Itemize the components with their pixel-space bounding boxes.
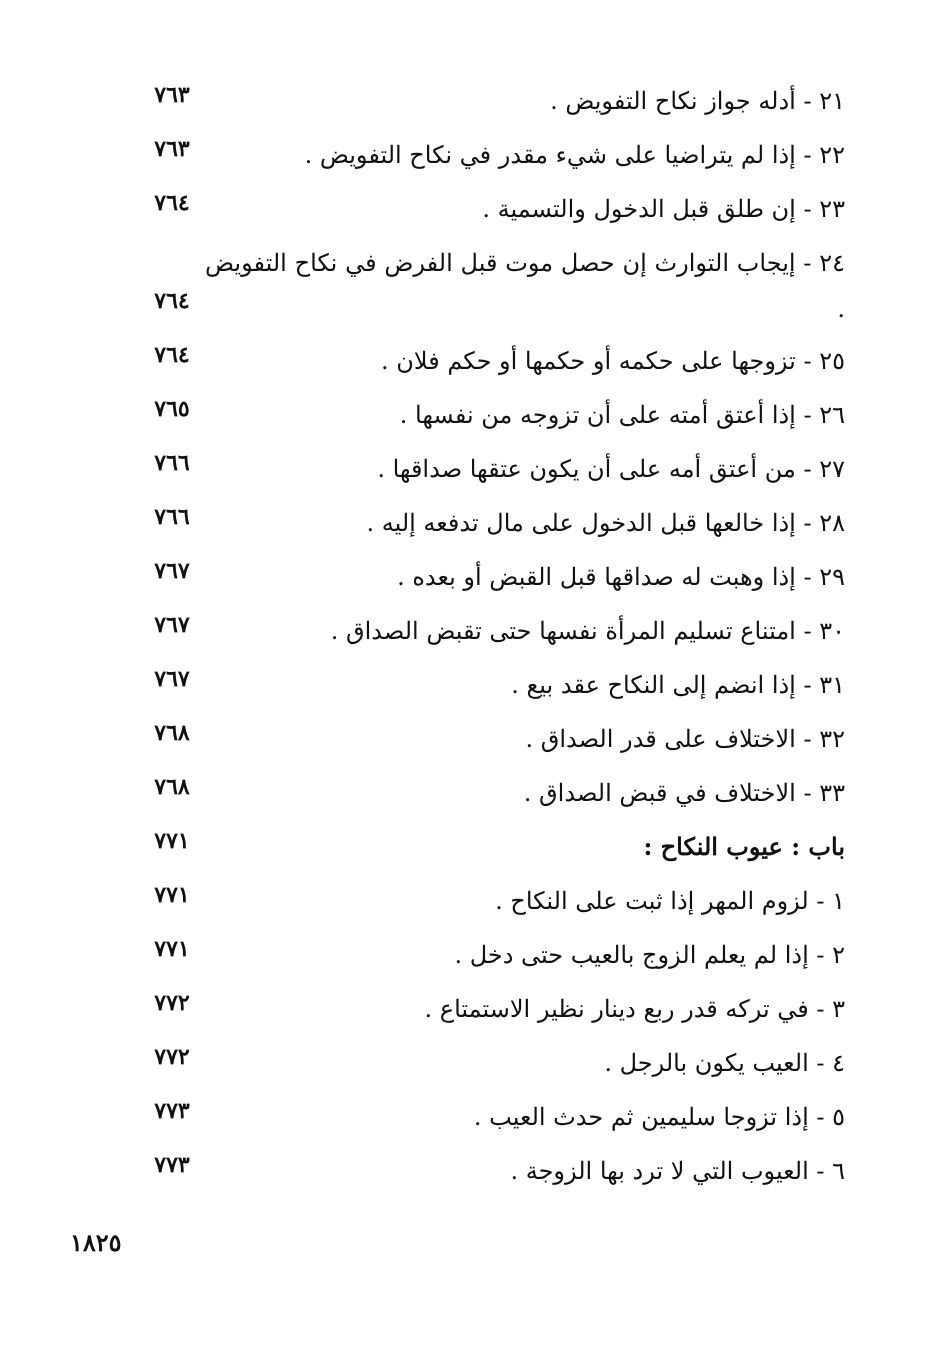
entry-page-number: ٧٦٦ xyxy=(154,504,190,530)
entry-page-number: ٧٧٣ xyxy=(154,1098,190,1124)
entry-title: ٣٢ - الاختلاف على قدر الصداق . xyxy=(525,725,845,753)
entry-title: ٦ - العيوب التي لا ترد بها الزوجة . xyxy=(510,1157,845,1185)
entry-page-number: ٧٦٦ xyxy=(154,450,190,476)
entry-page-number: ٧٦٧ xyxy=(154,612,190,638)
entry-page-number: ٧٦٧ xyxy=(154,666,190,692)
folio-page-number: ١٨٢٥ xyxy=(70,1228,122,1257)
entry-page-number: ٧٧٢ xyxy=(154,990,190,1016)
entry-title: ٥ - إذا تزوجا سليمين ثم حدث العيب . xyxy=(473,1103,845,1131)
entry-title: ٢ - إذا لم يعلم الزوج بالعيب حتى دخل . xyxy=(454,941,845,969)
entry-title: ٢٥ - تزوجها على حكمه أو حكمها أو حكم فلان . xyxy=(381,347,845,375)
entry-title: ٣١ - إذا انضم إلى النكاح عقد بيع . xyxy=(511,671,845,699)
entry-page-number: ٧٦٨ xyxy=(154,774,190,800)
entry-page-number: ٧٦٥ xyxy=(154,396,190,422)
entry-title: ٢٧ - من أعتق أمه على أن يكون عتقها صداقها . xyxy=(377,455,845,483)
entry-title: ٢٤ - إيجاب التوارث إن حصل موت قبل الفرض في نكاح التفويض . xyxy=(205,249,845,323)
entry-page-number: ٧٦٤ xyxy=(154,190,190,216)
entry-title: ٤ - العيب يكون بالرجل . xyxy=(604,1049,845,1077)
entry-title: ٢٩ - إذا وهبت له صداقها قبل القبض أو بعده . xyxy=(397,563,845,591)
entry-title: ٢٨ - إذا خالعها قبل الدخول على مال تدفعه إليه . xyxy=(366,509,845,537)
entry-title: ٣٠ - امتناع تسليم المرأة نفسها حتى تقبض الصداق . xyxy=(330,617,845,645)
entry-page-number: ٧٧٣ xyxy=(154,1152,190,1178)
entry-title: ٢٦ - إذا أعتق أمته على أن تزوجه من نفسها . xyxy=(399,401,845,429)
section-heading: باب : عيوب النكاح : xyxy=(643,832,845,861)
entry-page-number: ٧٧١ xyxy=(154,936,190,962)
entry-title: ٢٣ - إن طلق قبل الدخول والتسمية . xyxy=(482,195,845,223)
entry-page-number: ٧٧١ xyxy=(154,828,190,854)
entry-title: ٣٣ - الاختلاف في قبض الصداق . xyxy=(523,779,845,807)
entry-title: ٢٢ - إذا لم يتراضيا على شيء مقدر في نكاح التفويض . xyxy=(304,141,845,169)
entry-page-number: ٧٦٨ xyxy=(154,720,190,746)
entry-page-number: ٧٧١ xyxy=(154,882,190,908)
entry-page-number: ٧٦٧ xyxy=(154,558,190,584)
entry-page-number: ٧٧٢ xyxy=(154,1044,190,1070)
entry-title: ١ - لزوم المهر إذا ثبت على النكاح . xyxy=(495,887,845,915)
entry-title: ٣ - في تركه قدر ربع دينار نظير الاستمتاع . xyxy=(424,995,845,1023)
entry-page-number: ٧٦٣ xyxy=(154,82,190,108)
entry-page-number: ٧٦٤ xyxy=(154,288,190,314)
entry-page-number: ٧٦٣ xyxy=(154,136,190,162)
entry-title: ٢١ - أدله جواز نكاح التفويض . xyxy=(550,87,845,115)
entry-page-number: ٧٦٤ xyxy=(154,342,190,368)
